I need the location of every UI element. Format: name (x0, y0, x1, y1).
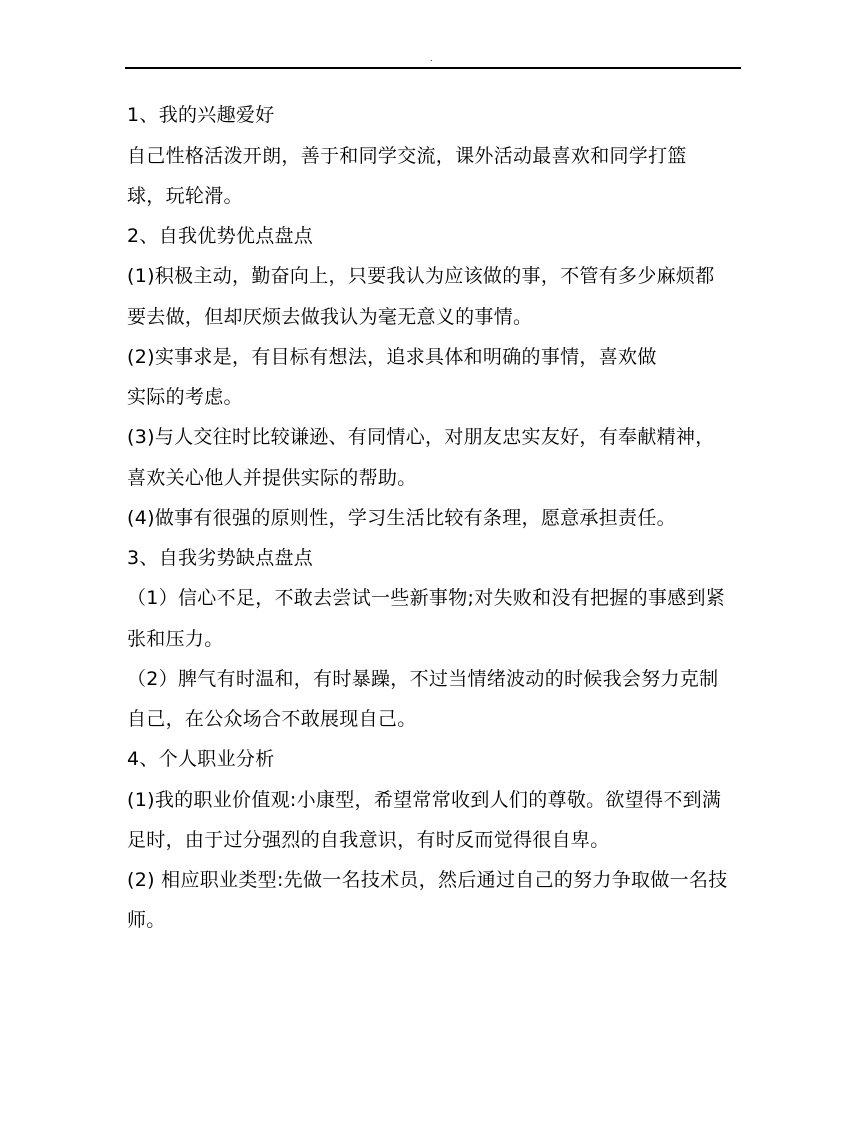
paragraph-line: (2)实事求是，有目标有想法，追求具体和明确的事情，喜欢做 (127, 346, 657, 368)
paragraph-line: 要去做，但却厌烦去做我认为毫无意义的事情。 (127, 306, 533, 328)
heading-interests: 1、我的兴趣爱好 (127, 104, 275, 126)
paragraph-line: (1)我的职业价值观:小康型，希望常常收到人们的尊敬。欲望得不到满 (127, 789, 722, 811)
paragraph-line: 自己性格活泼开朗，善于和同学交流，课外活动最喜欢和同学打篮 (127, 145, 687, 167)
heading-weaknesses: 3、自我劣势缺点盘点 (127, 547, 314, 569)
paragraph-line: (4)做事有很强的原则性，学习生活比较有条理，愿意承担责任。 (127, 507, 676, 529)
heading-career-analysis: 4、个人职业分析 (127, 748, 275, 770)
paragraph-line: 球，玩轮滑。 (127, 185, 243, 207)
paragraph-line: （1）信心不足，不敢去尝试一些新事物;对失败和没有把握的事感到紧 (127, 587, 726, 609)
header-dot: . (430, 54, 433, 63)
paragraph-line: (2) 相应职业类型:先做一名技术员，然后通过自己的努力争取做一名技 (127, 869, 728, 891)
header-rule (125, 67, 741, 69)
paragraph-line: 师。 (127, 909, 166, 931)
paragraph-line: 足时，由于过分强烈的自我意识，有时反而觉得很自卑。 (127, 829, 610, 851)
paragraph-line: (1)积极主动，勤奋向上，只要我认为应该做的事，不管有多少麻烦都 (127, 265, 715, 287)
heading-strengths: 2、自我优势优点盘点 (127, 225, 314, 247)
paragraph-line: 张和压力。 (127, 628, 224, 650)
paragraph-line: （2）脾气有时温和，有时暴躁，不过当情绪波动的时候我会努力克制 (127, 668, 719, 690)
paragraph-line: 喜欢关心他人并提供实际的帮助。 (127, 467, 417, 489)
paragraph-line: 实际的考虑。 (127, 386, 243, 408)
paragraph-line: (3)与人交往时比较谦逊、有同情心，对朋友忠实友好，有奉献精神， (127, 426, 715, 448)
paragraph-line: 自己，在公众场合不敢展现自己。 (127, 708, 417, 730)
